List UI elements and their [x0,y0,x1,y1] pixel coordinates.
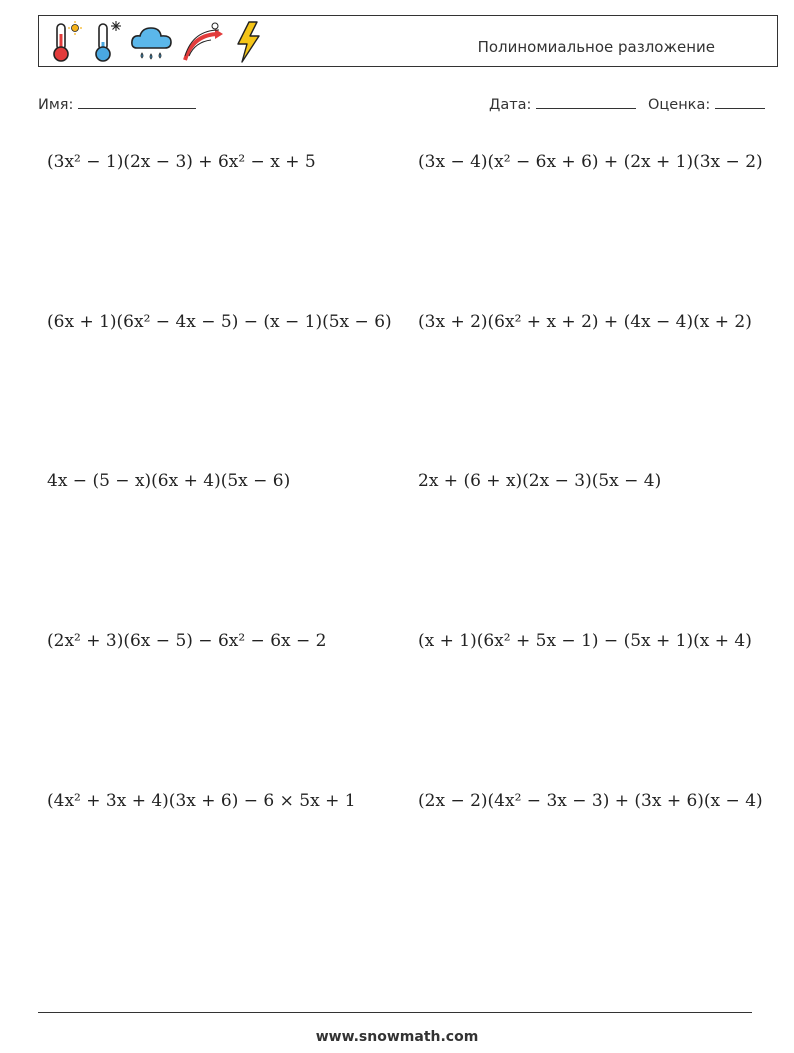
footer-divider [38,1012,752,1013]
problem-6: 2x + (6 + x)(2x − 3)(5x − 4) [418,471,662,491]
problem-5: 4x − (5 − x)(6x + 4)(5x − 6) [47,471,291,491]
problem-1: (3x² − 1)(2x − 3) + 6x² − x + 5 [47,152,316,172]
problem-10: (2x − 2)(4x² − 3x − 3) + (3x + 6)(x − 4) [418,791,763,811]
grade-label: Оценка: [648,97,711,113]
name-label: Имя: [38,97,74,113]
grade-field [648,94,765,113]
worksheet-title: Полиномиальное разложение [477,38,715,56]
rain-cloud-icon [129,20,175,64]
date-label: Дата: [489,97,532,113]
name-field [38,94,196,113]
thermometer-sun-icon [47,20,83,64]
icon-strip [47,20,263,64]
problem-9: (4x² + 3x + 4)(3x + 6) − 6 × 5x + 1 [47,791,356,811]
name-line [78,94,196,109]
footer-url[interactable]: www.snowmath.com [315,1029,479,1045]
thermometer-snow-icon [89,20,123,64]
problem-4: (3x + 2)(6x² + x + 2) + (4x − 4)(x + 2) [418,312,752,332]
problem-7: (2x² + 3)(6x − 5) − 6x² − 6x − 2 [47,631,327,651]
grade-line [715,94,765,109]
wind-icon [181,20,227,64]
problem-2: (3x − 4)(x² − 6x + 6) + (2x + 1)(3x − 2) [418,152,763,172]
date-field [489,94,636,113]
date-line [536,94,636,109]
worksheet-header [38,15,778,67]
problem-3: (6x + 1)(6x² − 4x − 5) − (x − 1)(5x − 6) [47,312,392,332]
lightning-icon [233,20,263,64]
problem-8: (x + 1)(6x² + 5x − 1) − (5x + 1)(x + 4) [418,631,752,651]
